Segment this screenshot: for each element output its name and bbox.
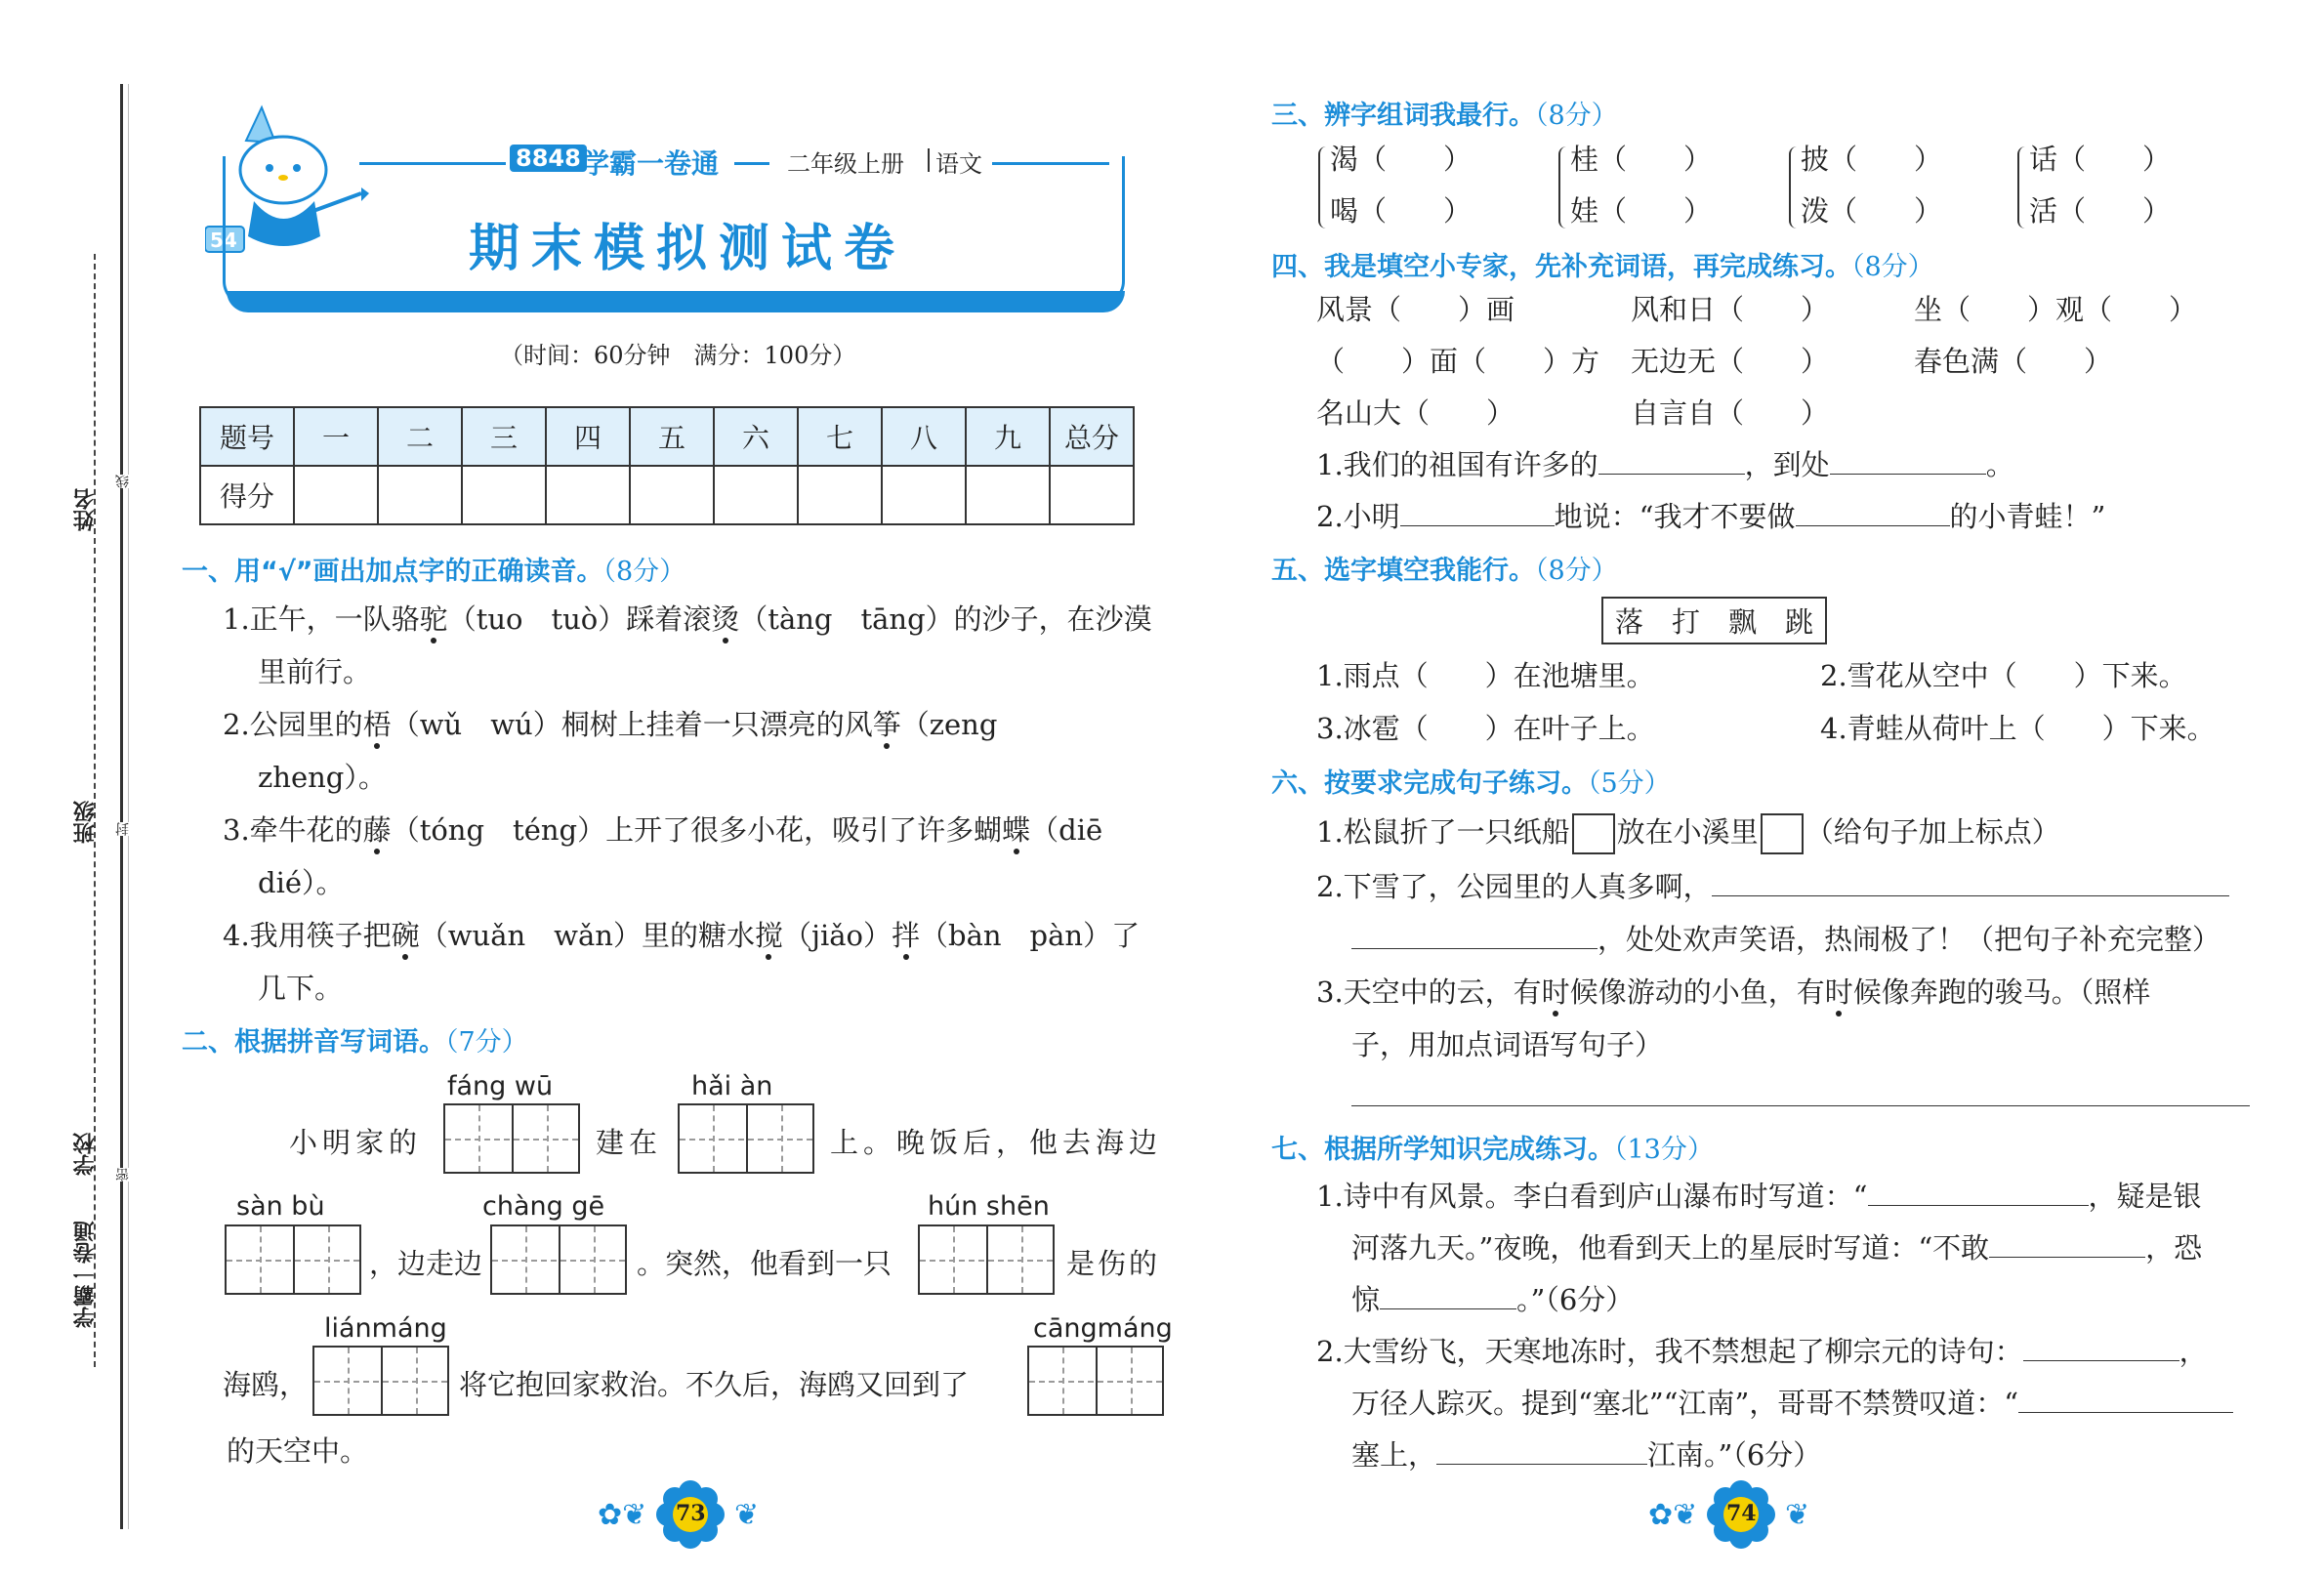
s7-q2-blank[interactable] bbox=[2023, 1333, 2179, 1361]
s6-q2-blank[interactable] bbox=[1712, 868, 2229, 896]
answer-grid-sanbu[interactable] bbox=[225, 1224, 361, 1295]
s2-text-6: 是伤的 bbox=[1066, 1247, 1161, 1280]
section-1-points: （8分） bbox=[602, 557, 686, 587]
s1-q3-line2[interactable]: dié）。 bbox=[258, 866, 345, 899]
s1-q2-text[interactable]: （wǔ wú）桐树上挂着一只漂亮的风 bbox=[391, 708, 873, 741]
s1-q3-text[interactable]: （diē bbox=[1030, 813, 1103, 847]
s7-q2-text: 江南。”（6分） bbox=[1647, 1438, 1822, 1472]
s5-q1[interactable]: 1.雨点（ ）在池塘里。 bbox=[1316, 659, 1655, 692]
brace-icon bbox=[1558, 146, 1568, 228]
brand-number: 8848 bbox=[510, 145, 587, 172]
pinyin-lianmang: liánmáng bbox=[324, 1313, 447, 1344]
s2-text-5: 。突然，他看到一只 bbox=[637, 1247, 892, 1280]
s7-q2-blank[interactable] bbox=[1436, 1436, 1647, 1465]
s1-q4-dotted-char: 拌 bbox=[892, 919, 921, 952]
s7-q2-text: 2.大雪纷飞，天寒地冻时，我不禁想起了柳宗元的诗句： bbox=[1316, 1335, 2023, 1368]
score-header-cell: 八 bbox=[882, 407, 966, 466]
score-cell[interactable] bbox=[798, 466, 882, 524]
s6-q2-text: ，处处欢声笑语，热闹极了！（把句子补充完整） bbox=[1598, 923, 2221, 956]
s1-q3-text: 3.牵牛花的 bbox=[223, 813, 363, 847]
s2-text-3: 上。晚饭后，他去海边 bbox=[830, 1126, 1163, 1159]
s4-q2-text: 地说：“我才不要做 bbox=[1554, 500, 1796, 533]
s6-q2 bbox=[1316, 867, 2229, 906]
score-table bbox=[199, 406, 1135, 525]
s4-q1-text: 。 bbox=[1985, 448, 2014, 481]
s1-q1 bbox=[223, 600, 1152, 639]
s6-q3-dotted-word: 有时候 bbox=[1796, 975, 1882, 1009]
s1-q1-dotted-char: 烫 bbox=[711, 602, 740, 636]
s5-q3[interactable]: 3.冰雹（ ）在叶子上。 bbox=[1316, 712, 1655, 745]
section-4-points: （8分） bbox=[1851, 252, 1934, 282]
s4-q2-text: 2.小明 bbox=[1316, 500, 1400, 533]
s4-word[interactable]: 自言自（ ） bbox=[1631, 396, 1830, 430]
exam-info: （时间：60分钟 满分：100分） bbox=[500, 342, 856, 369]
s1-q3-dotted-char: 藤 bbox=[362, 813, 392, 847]
score-cell[interactable] bbox=[378, 466, 462, 524]
score-cell[interactable] bbox=[882, 466, 966, 524]
s4-word[interactable]: 风景（ ）画 bbox=[1316, 293, 1515, 326]
s6-q2-line2 bbox=[1351, 920, 2220, 959]
score-cell[interactable] bbox=[630, 466, 714, 524]
series-label: 学霸一卷通 bbox=[73, 1221, 98, 1328]
pinyin-cangmang: cāngmáng bbox=[1033, 1313, 1173, 1344]
score-row-label: 得分 bbox=[200, 466, 294, 524]
section-2-title bbox=[182, 1020, 528, 1058]
section-1-title-text: 一、用“√”画出加点字的正确读音。 bbox=[182, 557, 603, 587]
score-header-cell: 二 bbox=[378, 407, 462, 466]
s4-word[interactable]: 坐（ ）观（ ） bbox=[1914, 293, 2198, 326]
s6-q1-text: 放在小溪里 bbox=[1616, 815, 1759, 849]
s3-word[interactable]: 披（ ） bbox=[1801, 143, 1943, 176]
section-1-title bbox=[182, 550, 685, 588]
s3-word[interactable]: 话（ ） bbox=[2029, 143, 2172, 176]
s7-q1-text: ，疑是银 bbox=[2088, 1180, 2202, 1213]
s6-q3-line2: 子，用加点词语写句子） bbox=[1351, 1028, 1664, 1061]
s6-q2-blank[interactable] bbox=[1351, 921, 1598, 949]
s1-q1-text[interactable]: （tuo tuò）踩着滚 bbox=[447, 602, 712, 636]
section-3-title bbox=[1271, 94, 1618, 132]
sprout-left-icon: ✿❦ bbox=[1648, 1498, 1698, 1532]
s1-q1-dotted-char: 驼 bbox=[419, 602, 448, 636]
s1-q2-dotted-char: 筝 bbox=[872, 708, 901, 741]
s1-q1-text[interactable]: （tàng tāng）的沙子，在沙漠 bbox=[739, 602, 1152, 636]
section-4-title bbox=[1271, 245, 1934, 283]
score-header-cell: 五 bbox=[630, 407, 714, 466]
section-4-title-text: 四、我是填空小专家，先补充词语，再完成练习。 bbox=[1271, 252, 1851, 282]
section-6-points: （5分） bbox=[1588, 768, 1671, 799]
punct-box[interactable] bbox=[1761, 813, 1804, 854]
s3-word[interactable]: 泼（ ） bbox=[1801, 194, 1943, 228]
score-cell[interactable] bbox=[462, 466, 546, 524]
s1-q4-dotted-char: 碗 bbox=[391, 919, 420, 952]
section-5-points: （8分） bbox=[1535, 556, 1618, 586]
s7-q1-blank[interactable] bbox=[1868, 1178, 2089, 1206]
s6-q3-text: 像奔跑的骏马。（照样 bbox=[1881, 975, 2151, 1009]
binding-rule bbox=[120, 84, 123, 1529]
s2-text-2: 建在 bbox=[596, 1126, 663, 1159]
s1-q2-dotted-char: 梧 bbox=[362, 708, 392, 741]
mascot-badge: 54 bbox=[210, 228, 237, 252]
sprout-right-icon: ❦ bbox=[1785, 1498, 1810, 1532]
grade-label: 二年级上册 bbox=[787, 150, 904, 178]
s1-q2-text[interactable]: （zeng bbox=[900, 708, 998, 741]
page-number-right-text: 74 bbox=[1726, 1501, 1757, 1526]
s7-q1-text: 。”（6分） bbox=[1516, 1283, 1635, 1316]
score-header-cell: 九 bbox=[966, 407, 1050, 466]
punct-box[interactable] bbox=[1572, 813, 1615, 854]
s7-q1 bbox=[1316, 1177, 2202, 1216]
score-cell[interactable] bbox=[1050, 466, 1134, 524]
section-7-title bbox=[1271, 1128, 1714, 1166]
s2-text-9: 的天空中。 bbox=[227, 1434, 369, 1468]
brace-icon bbox=[2017, 146, 2027, 228]
name-label: 姓名 bbox=[73, 488, 98, 531]
s6-q3-text: 像游动的小鱼， bbox=[1598, 975, 1797, 1009]
s1-q2-line2[interactable]: zheng）。 bbox=[258, 761, 387, 794]
section-3-title-text: 三、辨字组词我最行。 bbox=[1271, 101, 1535, 131]
s3-word[interactable]: 活（ ） bbox=[2029, 194, 2172, 228]
s1-q4-text: （jiǎo） bbox=[782, 919, 892, 952]
score-table-score-row bbox=[200, 466, 1134, 524]
s6-q3-answer-line[interactable] bbox=[1351, 1105, 2250, 1106]
brand-name: 学霸一卷通 bbox=[582, 147, 720, 180]
brace-icon bbox=[1318, 146, 1328, 228]
sprout-right-icon: ❦ bbox=[734, 1498, 760, 1532]
s2-text-1: 小明家的 bbox=[289, 1126, 423, 1159]
s1-q1-line2: 里前行。 bbox=[258, 655, 372, 688]
s1-q3 bbox=[223, 810, 1102, 850]
s4-word[interactable]: 名山大（ ） bbox=[1316, 396, 1515, 430]
answer-grid-changge[interactable] bbox=[490, 1224, 627, 1295]
s5-q4[interactable]: 4.青蛙从荷叶上（ ）下来。 bbox=[1820, 712, 2216, 745]
s4-q1 bbox=[1316, 445, 2014, 484]
s7-q1-text: ，恐 bbox=[2145, 1231, 2203, 1265]
answer-grid-haian[interactable] bbox=[678, 1103, 814, 1174]
s7-q2-line2 bbox=[1351, 1384, 2233, 1423]
section-7-points: （13分） bbox=[1614, 1135, 1714, 1165]
s6-q3-dotted-word: 有时候 bbox=[1513, 975, 1598, 1009]
s7-q2-line3 bbox=[1351, 1435, 1821, 1474]
pinyin-haian: hǎi àn bbox=[691, 1071, 773, 1101]
answer-grid-hunshen[interactable] bbox=[918, 1224, 1055, 1295]
seal-mi: 密 bbox=[115, 1168, 131, 1182]
s5-q2[interactable]: 2.雪花从空中（ ）下来。 bbox=[1820, 659, 2187, 692]
s1-q1-text: 1.正午，一队骆 bbox=[223, 602, 420, 636]
sprout-left-icon: ✿❦ bbox=[598, 1498, 647, 1532]
seal-feng: 封 bbox=[115, 822, 131, 836]
section-5-title bbox=[1271, 549, 1618, 587]
s7-q1-blank[interactable] bbox=[1380, 1281, 1516, 1309]
score-table-header-row bbox=[200, 407, 1134, 466]
score-cell[interactable] bbox=[546, 466, 630, 524]
s4-word[interactable]: 无边无（ ） bbox=[1631, 345, 1830, 378]
score-header-cell: 三 bbox=[462, 407, 546, 466]
s6-q1 bbox=[1316, 812, 2060, 854]
section-2-title-text: 二、根据拼音写词语。 bbox=[182, 1027, 445, 1058]
s7-q1-text: 1.诗中有风景。李白看到庐山瀑布时写道：“ bbox=[1316, 1180, 1868, 1213]
s4-q1-text: 1.我们的祖国有许多的 bbox=[1316, 448, 1598, 481]
s1-q4-text: 4.我用筷子把 bbox=[223, 919, 392, 952]
page-number-left-text: 73 bbox=[676, 1501, 706, 1526]
s1-q4-dotted-char: 搅 bbox=[754, 919, 783, 952]
s1-q4-text[interactable]: （bàn pàn）了 bbox=[920, 919, 1141, 952]
score-cell[interactable] bbox=[966, 466, 1050, 524]
s3-word[interactable]: 渴（ ） bbox=[1330, 143, 1473, 176]
score-cell[interactable] bbox=[294, 466, 378, 524]
score-header-cell: 题号 bbox=[200, 407, 294, 466]
score-header-cell: 一 bbox=[294, 407, 378, 466]
exam-title: 期末模拟测试卷 bbox=[469, 220, 907, 278]
binding-rule-inner bbox=[128, 84, 129, 1529]
section-6-title bbox=[1271, 762, 1671, 800]
brace-icon bbox=[1789, 146, 1799, 228]
answer-grid-cangmang[interactable] bbox=[1027, 1346, 1164, 1416]
s4-word[interactable]: 春色满（ ） bbox=[1914, 345, 2113, 378]
s6-q2-text: 2.下雪了，公园里的人真多啊， bbox=[1316, 870, 1712, 903]
s1-q4-text[interactable]: （wuǎn wǎn）里的糖水 bbox=[419, 919, 755, 952]
s7-q1-line3 bbox=[1351, 1280, 1634, 1319]
s7-q2-text: 万径人踪灭。提到“塞北”“江南”，哥哥不禁赞叹道：“ bbox=[1351, 1387, 2019, 1420]
s2-text-8: 将它抱回家救治。不久后，海鸥又回到了 bbox=[459, 1368, 970, 1401]
s3-word[interactable]: 桂（ ） bbox=[1570, 143, 1713, 176]
section-5-title-text: 五、选字填空我能行。 bbox=[1271, 556, 1535, 586]
score-header-cell: 七 bbox=[798, 407, 882, 466]
title-box-shadow bbox=[227, 291, 1125, 312]
pinyin-fangwu: fáng wū bbox=[447, 1071, 554, 1101]
s1-q2 bbox=[223, 705, 997, 744]
s4-word[interactable]: （ ）面（ ）方 bbox=[1316, 345, 1600, 378]
pinyin-changge: chàng gē bbox=[482, 1191, 605, 1222]
s3-word[interactable]: 喝（ ） bbox=[1330, 194, 1473, 228]
score-header-cell: 六 bbox=[714, 407, 798, 466]
section-2-points: （7分） bbox=[445, 1027, 528, 1058]
s4-q1-blank[interactable] bbox=[1598, 446, 1745, 475]
answer-grid-lianmang[interactable] bbox=[312, 1346, 449, 1416]
s6-q1-text: （给句子加上标点） bbox=[1805, 815, 2060, 849]
seal-xian: 线 bbox=[115, 475, 131, 488]
s7-q2-blank[interactable] bbox=[2018, 1385, 2233, 1413]
s1-q3-text[interactable]: （tóng téng）上开了很多小花，吸引了许多蝴 bbox=[391, 813, 1003, 847]
s1-q4 bbox=[223, 916, 1140, 955]
class-label: 班级 bbox=[73, 801, 98, 844]
s6-q1-text: 1.松鼠折了一只纸船 bbox=[1316, 815, 1570, 849]
s1-q3-dotted-char: 蝶 bbox=[1002, 813, 1031, 847]
section-6-title-text: 六、按要求完成句子练习。 bbox=[1271, 768, 1588, 799]
s6-q3-text: 3.天空中的云， bbox=[1316, 975, 1514, 1009]
s7-q1-text: 河落九天。”夜晚，他看到天上的星辰时写道：“不敢 bbox=[1351, 1231, 1990, 1265]
subject-label: 语文 bbox=[935, 150, 982, 178]
section-7-title-text: 七、根据所学知识完成练习。 bbox=[1271, 1135, 1614, 1165]
answer-grid-fangwu[interactable] bbox=[443, 1103, 580, 1174]
s4-q2-text: 的小青蛙！” bbox=[1949, 500, 2106, 533]
s4-q1-blank[interactable] bbox=[1830, 446, 1986, 475]
score-header-cell: 总分 bbox=[1050, 407, 1134, 466]
s4-q2-blank[interactable] bbox=[1400, 498, 1555, 526]
s4-q2-blank[interactable] bbox=[1796, 498, 1950, 526]
score-cell[interactable] bbox=[714, 466, 798, 524]
s7-q1-blank[interactable] bbox=[1989, 1229, 2145, 1258]
s4-q2 bbox=[1316, 497, 2105, 536]
s7-q1-text: 惊 bbox=[1351, 1283, 1381, 1316]
s7-q2-text: ， bbox=[2179, 1335, 2208, 1368]
s4-word[interactable]: 风和日（ ） bbox=[1631, 293, 1830, 326]
pinyin-hunshen: hún shēn bbox=[928, 1191, 1050, 1222]
s1-q4-line2: 几下。 bbox=[258, 972, 344, 1005]
s3-word[interactable]: 娃（ ） bbox=[1570, 194, 1713, 228]
s4-q1-text: ，到处 bbox=[1744, 448, 1830, 481]
s5-choice-box: 落 打 飘 跳 bbox=[1601, 597, 1827, 644]
s2-text-4: ，边走边 bbox=[369, 1247, 483, 1280]
school-label: 学校 bbox=[73, 1133, 98, 1176]
s6-q3 bbox=[1316, 973, 2150, 1012]
s2-text-7: 海鸥， bbox=[223, 1368, 309, 1401]
s7-q1-line2 bbox=[1351, 1228, 2202, 1267]
s1-q2-text: 2.公园里的 bbox=[223, 708, 363, 741]
s7-q2 bbox=[1316, 1332, 2208, 1371]
pinyin-sanbu: sàn bù bbox=[236, 1191, 325, 1222]
section-3-points: （8分） bbox=[1535, 101, 1618, 131]
s7-q2-text: 塞上， bbox=[1351, 1438, 1437, 1472]
score-header-cell: 四 bbox=[546, 407, 630, 466]
